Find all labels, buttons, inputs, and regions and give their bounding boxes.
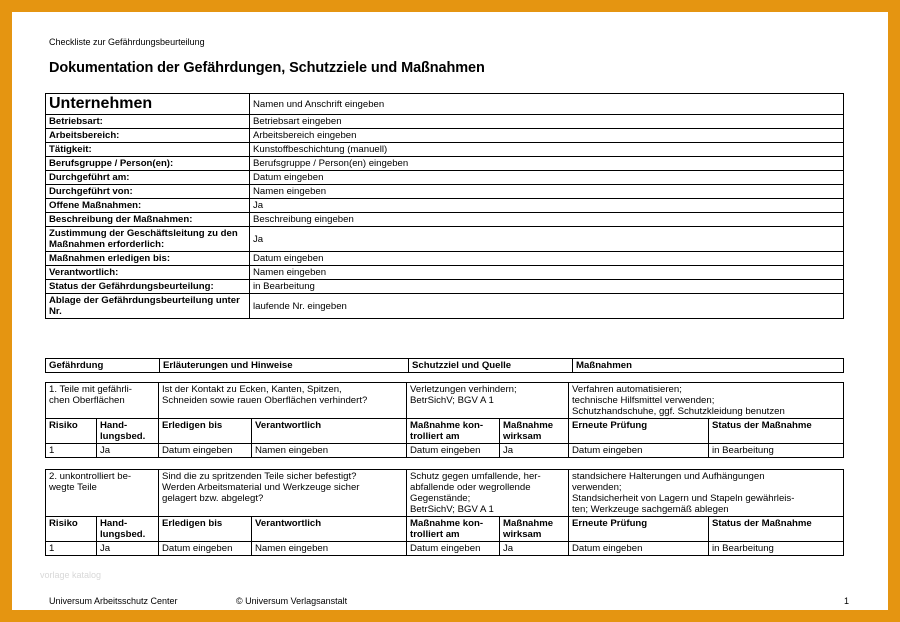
sub-header-row xyxy=(46,517,844,542)
hazard-description-row xyxy=(46,383,844,419)
checklist-label: Checkliste zur Gefährdungsbeurteilung xyxy=(49,37,205,47)
sub-header-status: Status der Maßnahme xyxy=(709,517,844,542)
col-header-schutzziel: Schutzziel und Quelle xyxy=(409,359,573,373)
table-row xyxy=(46,444,844,458)
hazard-explanation: Ist der Kontakt zu Ecken, Kanten, Spitzen, Schneiden sowie rauen Oberflächen verhindert? xyxy=(159,383,407,419)
info-value[interactable]: Ja xyxy=(250,227,844,252)
cell-kontrolliert[interactable]: Datum eingeben xyxy=(407,542,500,556)
sub-header-risiko: Risiko xyxy=(46,419,97,444)
info-label: Berufsgruppe / Person(en): xyxy=(46,157,250,171)
cell-verantwortlich[interactable]: Namen eingeben xyxy=(252,444,407,458)
sub-header-wirksam: Maßnahme wirksam xyxy=(500,517,569,542)
info-value[interactable]: in Bearbeitung xyxy=(250,280,844,294)
company-info-table xyxy=(45,93,844,319)
sub-header-wirksam: Maßnahme wirksam xyxy=(500,419,569,444)
sub-header-row xyxy=(46,419,844,444)
hazard-protection-goal: Verletzungen verhindern; BetrSichV; BGV A 1 xyxy=(407,383,569,419)
col-header-erlaeuterungen: Erläuterungen und Hinweise xyxy=(160,359,409,373)
page-number: 1 xyxy=(844,596,850,606)
cell-status[interactable]: in Bearbeitung xyxy=(709,444,844,458)
cell-kontrolliert[interactable]: Datum eingeben xyxy=(407,444,500,458)
info-value[interactable]: Namen eingeben xyxy=(250,266,844,280)
hazard-name: 1. Teile mit gefährli- chen Oberflächen xyxy=(46,383,159,419)
cell-wirksam[interactable]: Ja xyxy=(500,542,569,556)
info-row xyxy=(46,171,844,185)
cell-erledigen[interactable]: Datum eingeben xyxy=(159,444,252,458)
info-row xyxy=(46,115,844,129)
info-row xyxy=(46,143,844,157)
footer-left: Universum Arbeitsschutz Center xyxy=(49,596,178,606)
info-row xyxy=(46,266,844,280)
hazard-protection-goal: Schutz gegen umfallende, her- abfallende oder wegrollende Gegenstände; BetrSichV; BGV A 1 xyxy=(407,470,569,517)
info-value[interactable]: Datum eingeben xyxy=(250,171,844,185)
hazard-column-header xyxy=(45,358,844,373)
cell-status[interactable]: in Bearbeitung xyxy=(709,542,844,556)
info-value[interactable]: Namen und Anschrift eingeben xyxy=(250,94,844,115)
info-value[interactable]: Namen eingeben xyxy=(250,185,844,199)
info-value[interactable]: Ja xyxy=(250,199,844,213)
info-label: Status der Gefährdungsbeurteilung: xyxy=(46,280,250,294)
info-label: Unternehmen xyxy=(46,94,250,115)
page-title: Dokumentation der Gefährdungen, Schutzziele und Maßnahmen xyxy=(49,60,485,76)
sub-header-verantwortlich: Verantwortlich xyxy=(252,517,407,542)
info-row xyxy=(46,129,844,143)
sub-header-kontrolliert: Maßnahme kon- trolliert am xyxy=(407,517,500,542)
sub-header-erledigen: Erledigen bis xyxy=(159,517,252,542)
info-row xyxy=(46,294,844,319)
sub-header-kontrolliert: Maßnahme kon- trolliert am xyxy=(407,419,500,444)
hazard-measures: Verfahren automatisieren; technische Hilfsmittel verwenden; Schutzhandschuhe, ggf. Schutzkleidung benutzen xyxy=(569,383,844,419)
info-label: Durchgeführt von: xyxy=(46,185,250,199)
sub-header-handlung: Hand- lungsbed. xyxy=(97,419,159,444)
cell-pruefung[interactable]: Datum eingeben xyxy=(569,444,709,458)
hazard-name: 2. unkontrolliert be- wegte Teile xyxy=(46,470,159,517)
sub-header-verantwortlich: Verantwortlich xyxy=(252,419,407,444)
document-page xyxy=(12,12,888,610)
info-value[interactable]: laufende Nr. eingeben xyxy=(250,294,844,319)
cell-erledigen[interactable]: Datum eingeben xyxy=(159,542,252,556)
info-row xyxy=(46,252,844,266)
cell-handlung[interactable]: Ja xyxy=(97,542,159,556)
cell-risiko[interactable]: 1 xyxy=(46,542,97,556)
sub-header-erledigen: Erledigen bis xyxy=(159,419,252,444)
col-header-gefaehrdung: Gefährdung xyxy=(46,359,160,373)
cell-risiko[interactable]: 1 xyxy=(46,444,97,458)
info-label: Arbeitsbereich: xyxy=(46,129,250,143)
info-label: Beschreibung der Maßnahmen: xyxy=(46,213,250,227)
sub-header-pruefung: Erneute Prüfung xyxy=(569,419,709,444)
info-row xyxy=(46,227,844,252)
info-row xyxy=(46,185,844,199)
watermark: vorlage katalog xyxy=(40,570,102,580)
hazard-explanation: Sind die zu spritzenden Teile sicher befestigt? Werden Arbeitsmaterial und Werkzeuge sicher gelagert bzw. abgelegt? xyxy=(159,470,407,517)
hazard-block-1 xyxy=(45,382,844,458)
info-value[interactable]: Berufsgruppe / Person(en) eingeben xyxy=(250,157,844,171)
cell-verantwortlich[interactable]: Namen eingeben xyxy=(252,542,407,556)
hazard-measures: standsichere Halterungen und Aufhängungen verwenden; Standsicherheit von Lagern und Stapeln gewährleis- ten; Werkzeuge sachgemäß ablegen xyxy=(569,470,844,517)
info-value[interactable]: Arbeitsbereich eingeben xyxy=(250,129,844,143)
info-row xyxy=(46,199,844,213)
info-label: Durchgeführt am: xyxy=(46,171,250,185)
sub-header-status: Status der Maßnahme xyxy=(709,419,844,444)
info-label: Betriebsart: xyxy=(46,115,250,129)
info-row xyxy=(46,213,844,227)
info-value[interactable]: Datum eingeben xyxy=(250,252,844,266)
info-label: Tätigkeit: xyxy=(46,143,250,157)
info-row xyxy=(46,94,844,115)
sub-header-pruefung: Erneute Prüfung xyxy=(569,517,709,542)
info-label: Offene Maßnahmen: xyxy=(46,199,250,213)
info-value[interactable]: Betriebsart eingeben xyxy=(250,115,844,129)
hazard-description-row xyxy=(46,470,844,517)
sub-header-handlung: Hand- lungsbed. xyxy=(97,517,159,542)
info-value[interactable]: Kunstoffbeschichtung (manuell) xyxy=(250,143,844,157)
footer-copyright: © Universum Verlagsanstalt xyxy=(236,596,348,606)
cell-handlung[interactable]: Ja xyxy=(97,444,159,458)
info-label: Zustimmung der Geschäftsleitung zu den Maßnahmen erforderlich: xyxy=(46,227,250,252)
info-label: Verantwortlich: xyxy=(46,266,250,280)
table-row xyxy=(46,542,844,556)
info-row xyxy=(46,157,844,171)
cell-pruefung[interactable]: Datum eingeben xyxy=(569,542,709,556)
info-value[interactable]: Beschreibung eingeben xyxy=(250,213,844,227)
info-label: Ablage der Gefährdungsbeurteilung unter Nr. xyxy=(46,294,250,319)
sub-header-risiko: Risiko xyxy=(46,517,97,542)
info-label: Maßnahmen erledigen bis: xyxy=(46,252,250,266)
col-header-massnahmen: Maßnahmen xyxy=(573,359,844,373)
cell-wirksam[interactable]: Ja xyxy=(500,444,569,458)
info-row xyxy=(46,280,844,294)
hazard-block-2 xyxy=(45,469,844,556)
